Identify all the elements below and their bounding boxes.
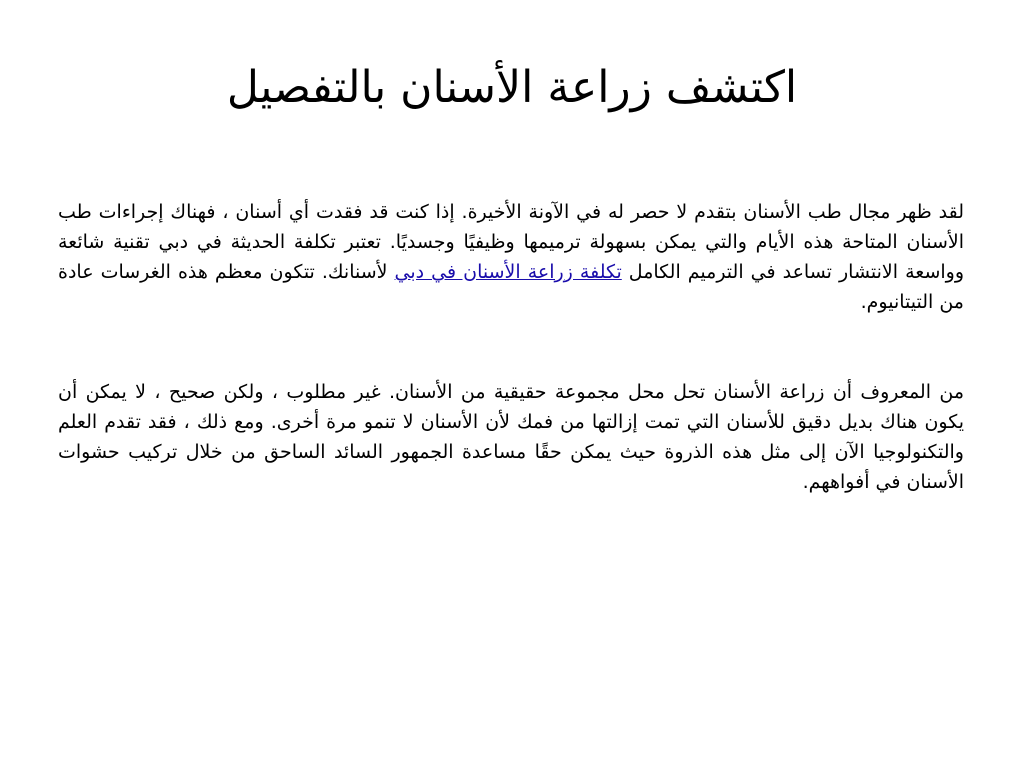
paragraph-implant-intro bbox=[58, 197, 964, 317]
paragraph-1-text-end: لأسنانك. تتكون معظم هذه الغرسات عادة من التيتانيوم. bbox=[58, 261, 964, 313]
slide-title: اكتشف زراعة الأسنان بالتفصيل bbox=[226, 62, 798, 113]
paragraph-implant-replacement: من المعروف أن زراعة الأسنان تحل محل مجموعة حقيقية من الأسنان. غير مطلوب ، ولكن صحيح ، لا يمكن أن يكون هناك بديل دقيق للأسنان التي تمت إزالتها من فمك لأن الأسنان لا تنمو مرة أخرى. ومع ذلك ، فقد تقدم العلم والتكنولوجيا الآن إلى مثل هذه الذروة حيث يمكن حقًا مساعدة الجمهور السائد الساحق من خلال تركيب حشوات الأسنان في أفواههم. bbox=[58, 381, 964, 493]
dental-implant-cost-link[interactable]: تكلفة زراعة الأسنان في دبي bbox=[394, 261, 622, 283]
paragraph-1-text-start: لقد ظهر مجال طب الأسنان بتقدم لا حصر له في الآونة الأخيرة. إذا كنت قد فقدت أي أسنان ، فهناك إجراءات طب الأسنان المتاحة هذه الأيام والتي يمكن بسهولة ترميمها وظيفيًا وجسديًا. تعتبر تكلفة الحديثة في دبي تقنية شائعة وواسعة الانتشار تساعد في الترميم الكامل bbox=[58, 201, 964, 283]
